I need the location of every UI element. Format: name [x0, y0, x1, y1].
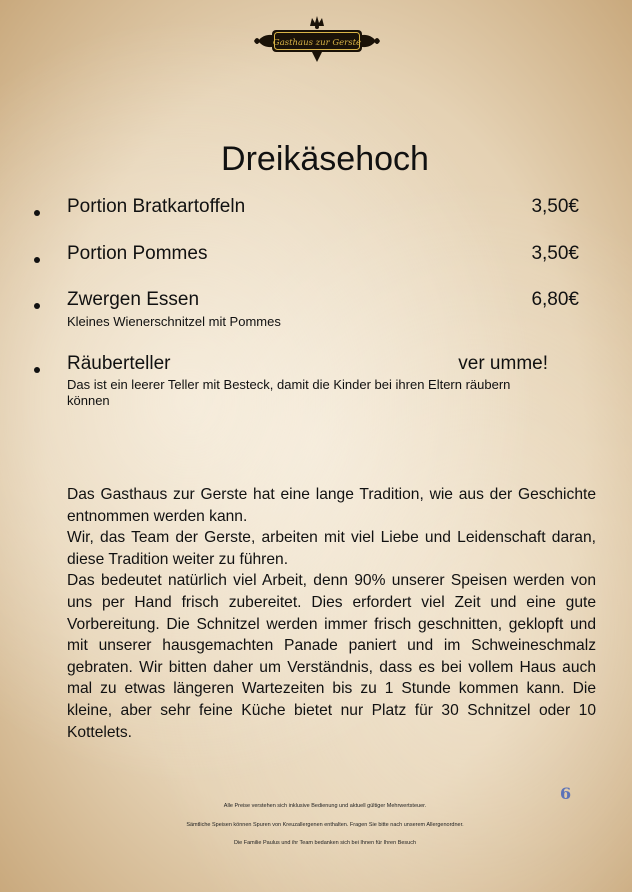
logo-text: Gasthaus zur Gerste: [272, 38, 362, 48]
about-text: [67, 484, 596, 743]
item-price: 3,50€: [531, 243, 579, 264]
bullet-icon: [34, 257, 40, 263]
item-description: Kleines Wienerschnitzel mit Pommes: [67, 314, 281, 329]
item-name: Portion Pommes: [67, 243, 208, 264]
restaurant-logo: [252, 14, 382, 64]
item-price: ver umme!: [458, 353, 548, 374]
logo-emblem: [252, 14, 382, 64]
item-price: 3,50€: [531, 196, 579, 217]
item-name: Räuberteller: [67, 353, 171, 374]
footer-price-note: Alle Preise verstehen sich inklusive Bedienung und aktuell gültiger Mehrwertsteuer.: [223, 803, 427, 809]
page-number: 6: [560, 784, 572, 803]
bullet-icon: [34, 367, 40, 373]
bullet-icon: [34, 303, 40, 309]
footer-allergen-note: Sämtliche Speisen können Spuren von Kreuzallergenen enthalten. Fragen Sie bitte nach unserem Allergenordner.: [186, 822, 464, 828]
item-description: Das ist ein leerer Teller mit Besteck, damit die Kinder bei ihren Eltern räubern können: [67, 377, 511, 408]
page-title: Dreikäsehoch: [221, 140, 429, 178]
bullet-icon: [34, 210, 40, 216]
footer-thanks-note: Die Familie Paulus und ihr Team bedanken sich bei Ihnen für Ihren Besuch: [233, 840, 417, 846]
about-paragraph: Wir, das Team der Gerste, arbeiten mit viel Liebe und Leidenschaft daran, diese Tradition weiter zu führen.: [67, 529, 596, 568]
about-paragraph: Das Gasthaus zur Gerste hat eine lange Tradition, wie aus der Geschichte entnommen werden kann.: [67, 486, 596, 525]
item-name: Portion Bratkartoffeln: [67, 196, 246, 217]
item-name: Zwergen Essen: [67, 289, 200, 310]
about-paragraph: Das bedeutet natürlich viel Arbeit, denn 90% unserer Speisen werden von uns per Hand frisch zubereitet. Dies erfordert viel Zeit und eine gute Vorbereitung. Die Schnitzel werden immer frisch geschnitten, geklopft und mit unserer hausgemachten Panade paniert und im Schweineschmalz gebraten. Wir bitten daher um Verständnis, dass es bei vollem Haus auch mal zu etwas längeren Wartezeiten bis zu 1 Stunde kommen kann. Die kleine, aber sehr feine Küche bietet nur Platz für 30 Schnitzel oder 10 Kottelets.: [67, 572, 596, 741]
item-price: 6,80€: [531, 289, 579, 310]
